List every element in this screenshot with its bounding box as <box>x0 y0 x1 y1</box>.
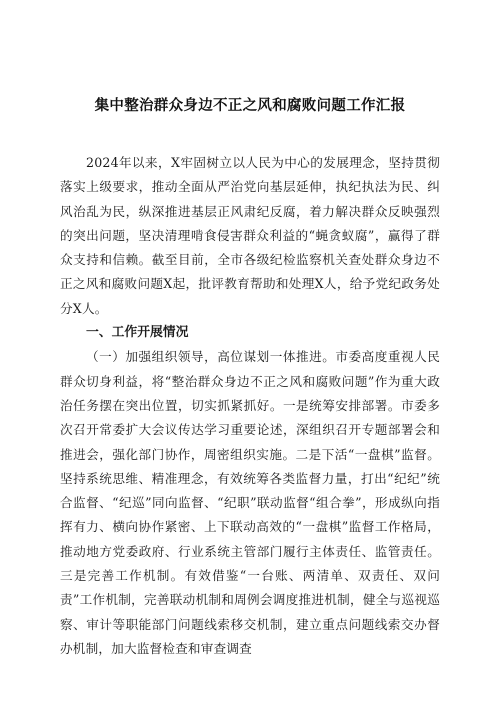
section-heading: 一、工作开展情况 <box>86 325 189 341</box>
document-body <box>60 151 440 661</box>
intro-paragraph: 2024年以来，X牢固树立以人民为中心的发展理念，坚持贯彻落实上级要求，推动全面从严治党向基层延伸，执纪执法为民、纠风治乱为民，纵深推进基层正风肃纪反腐，着力解决群众反映强烈的突出问题，坚决清理啃食侵害群众利益的“蝇贪蚁腐”，赢得了群众支持和信赖。截至目前，全市各级纪检监察机关查处群众身边不正之风和腐败问题X起，批评教育帮助和处理X人，给予党纪政务处分X人。 <box>60 155 440 316</box>
document-title: 集中整治群众身边不正之风和腐败问题工作汇报 <box>94 98 406 114</box>
section-paragraph: （一）加强组织领导，高位谋划一体推进。市委高度重视人民群众切身利益，将“整治群众身边不正之风和腐败问题”作为重大政治任务摆在突出位置，切实抓紧抓好。一是统筹安排部署。市委多次召开常委扩大会议传达学习重要论述，深组织召开专题部署会和推进会，强化部门协作，周密组织实施。二是下活“一盘棋”监督。坚持系统思维、精准理念，有效统筹各类监督力量，打出“纪纪”统合监督、“纪巡”同向监督、“纪职”联动监督“组合拳”，形成纵向指挥有力、横向协作紧密、上下联动高效的“一盘棋”监督工作格局，推动地方党委政府、行业系统主管部门履行主体责任、监管责任。三是完善工作机制。有效借鉴“一台账、两清单、双责任、双问责”工作机制，完善联动机制和周例会调度推进机制，健全与巡视巡察、审计等职能部门问题线索移交机制，建立重点问题线索交办督办机制，加大监督检查和审查调查 <box>60 349 440 656</box>
